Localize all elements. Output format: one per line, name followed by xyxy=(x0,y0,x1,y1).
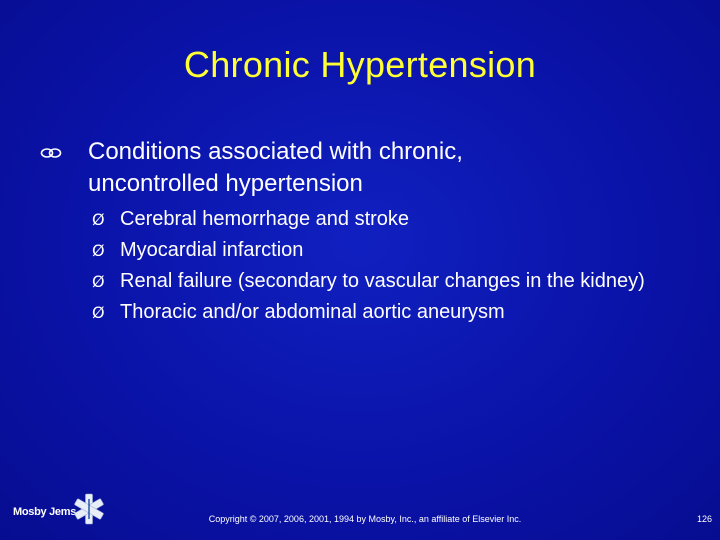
main-bullet-line-1: Conditions associated with chronic, xyxy=(88,138,463,165)
arrowhead-bullet-icon: Ø xyxy=(92,272,105,291)
sub-bullet-item xyxy=(92,235,672,266)
arrowhead-bullet-icon: Ø xyxy=(92,210,105,229)
sub-bullet-list xyxy=(92,204,672,328)
copyright-notice: Copyright © 2007, 2006, 2001, 1994 by Mosby, Inc., an affiliate of Elsevier Inc. xyxy=(208,514,522,524)
main-bullet-line-2: uncontrolled hypertension xyxy=(88,170,363,197)
sub-bullet-text: Myocardial infarction xyxy=(120,239,304,261)
sub-bullet-item xyxy=(92,266,672,297)
sub-bullet-item xyxy=(92,204,672,235)
arrowhead-bullet-icon: Ø xyxy=(92,241,105,260)
slide-title: Chronic Hypertension xyxy=(183,44,537,85)
sub-bullet-item xyxy=(92,297,672,328)
chain-link-bullet-icon xyxy=(40,136,88,165)
arrowhead-bullet-icon: Ø xyxy=(92,303,105,322)
main-bullet-text xyxy=(88,136,463,200)
publisher-logo xyxy=(10,492,100,530)
sub-bullet-text: Cerebral hemorrhage and stroke xyxy=(120,208,410,230)
main-bullet xyxy=(40,136,680,200)
page-number: 126 xyxy=(696,514,712,524)
sub-bullet-text: Renal failure (secondary to vascular changes in the kidney) xyxy=(120,270,645,292)
logo-text: Mosby Jems xyxy=(13,506,77,518)
sub-bullet-text: Thoracic and/or abdominal aortic aneurysm xyxy=(120,301,505,323)
